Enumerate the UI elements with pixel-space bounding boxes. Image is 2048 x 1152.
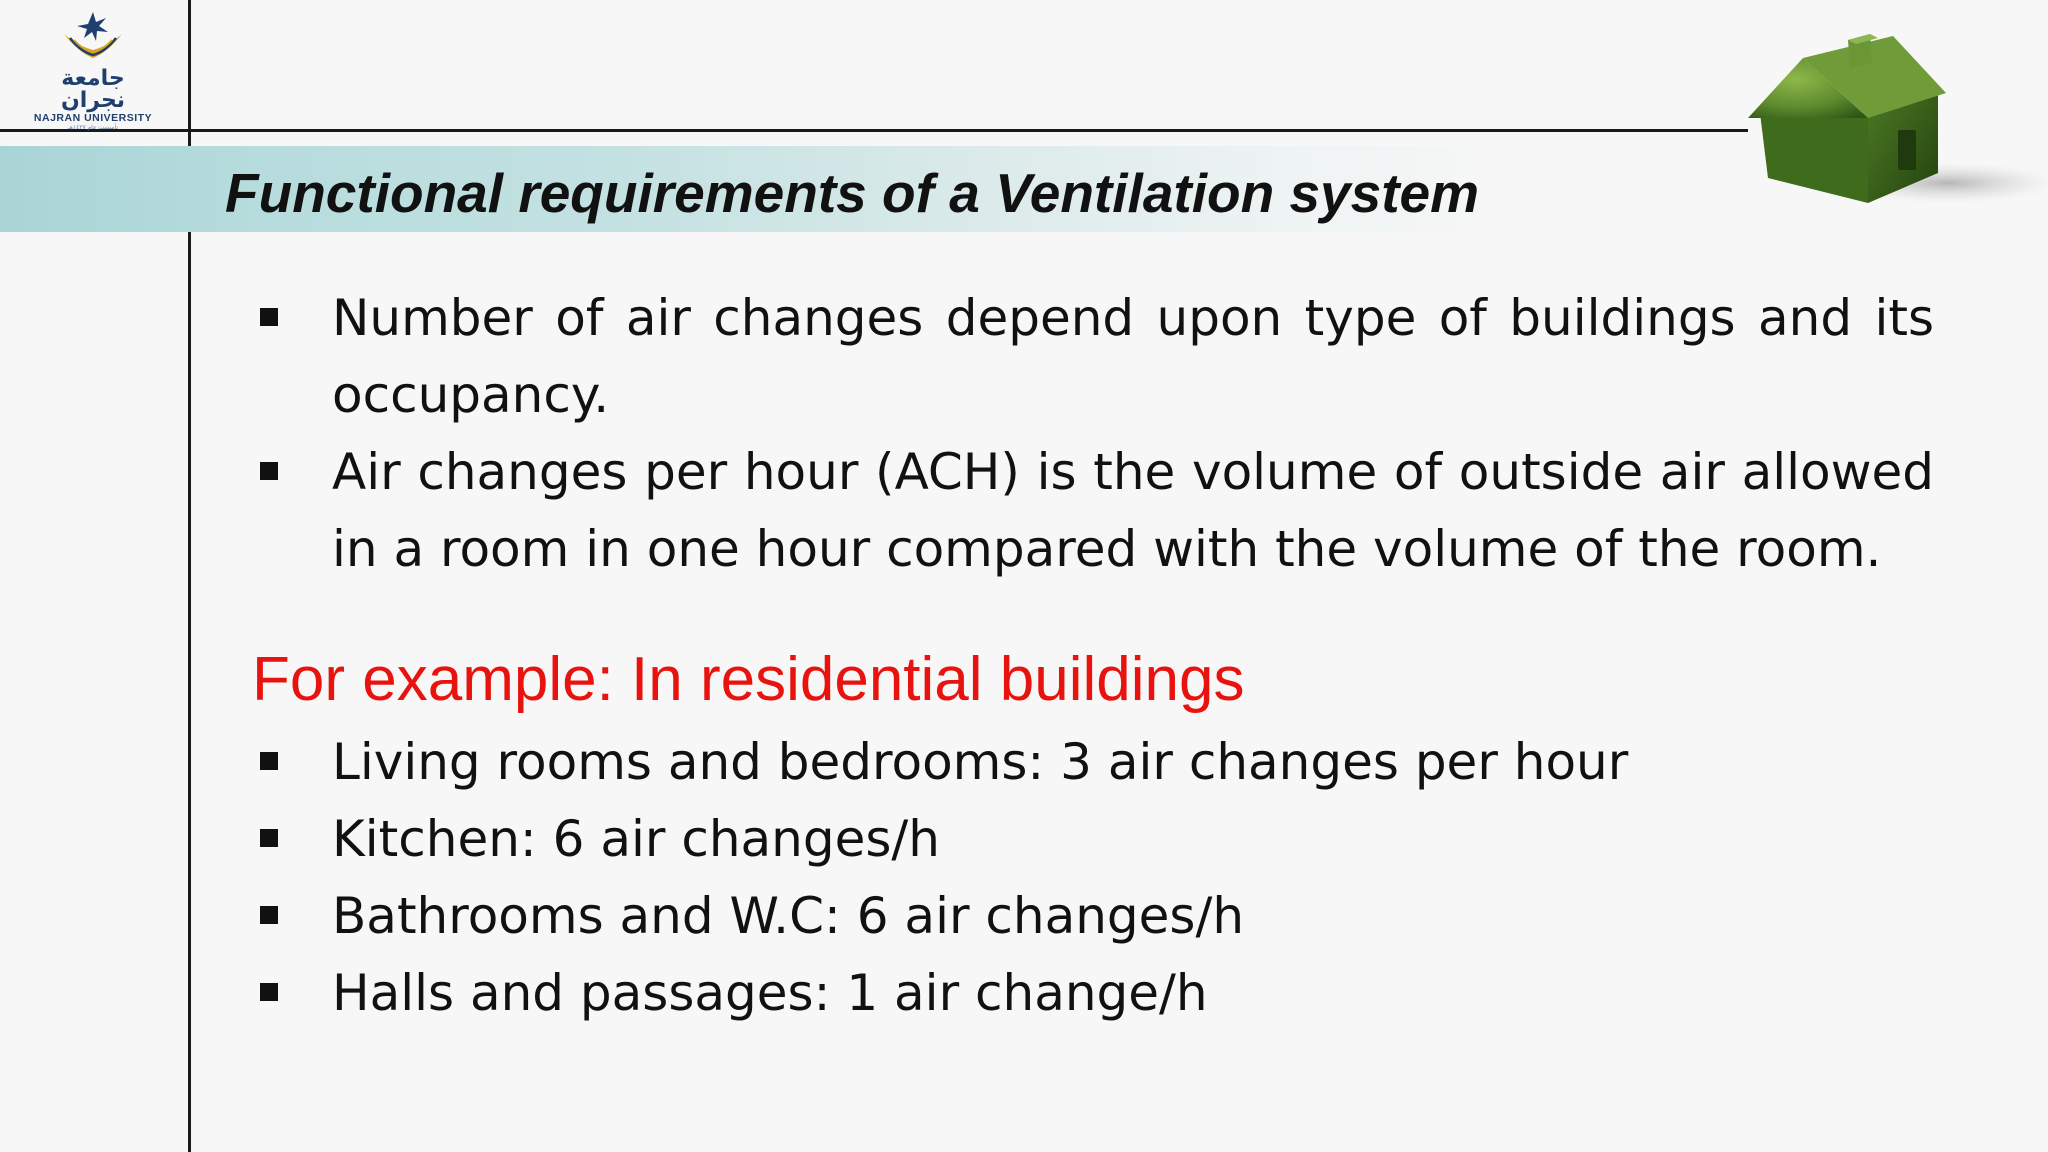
slide-title: Functional requirements of a Ventilation system — [225, 162, 1480, 224]
example-item — [252, 878, 1934, 955]
square-bullet-icon — [260, 462, 278, 480]
bullet-text: Number of air changes depend upon type of buildings and its occupancy. — [332, 289, 1934, 424]
bullet-text: Air changes per hour (ACH) is the volume of outside air allowed in a room in one hour compared with the volume of the room. — [332, 443, 1934, 578]
bullet-item — [252, 280, 1934, 434]
square-bullet-icon — [260, 752, 278, 770]
bullet-item — [252, 434, 1934, 588]
square-bullet-icon — [260, 906, 278, 924]
example-text: Living rooms and bedrooms: 3 air changes per hour — [332, 733, 1629, 791]
example-item — [252, 801, 1934, 878]
logo-subtitle: تأسست عام ١٤٢٧هـ — [67, 125, 119, 131]
example-item — [252, 724, 1934, 801]
example-heading: For example: In residential buildings — [252, 645, 1245, 714]
example-text: Kitchen: 6 air changes/h — [332, 810, 940, 868]
square-bullet-icon — [260, 829, 278, 847]
square-bullet-icon — [260, 308, 278, 326]
slide-content — [252, 280, 1934, 1032]
logo-english-name: NAJRAN UNIVERSITY — [33, 112, 153, 124]
example-text: Halls and passages: 1 air change/h — [332, 964, 1208, 1022]
bullet-list — [252, 280, 1934, 588]
najran-logo-icon — [58, 8, 128, 66]
example-text: Bathrooms and W.C: 6 air changes/h — [332, 887, 1245, 945]
header-divider — [0, 129, 1748, 132]
example-list — [252, 724, 1934, 1032]
university-logo — [28, 8, 158, 131]
example-item — [252, 955, 1934, 1032]
square-bullet-icon — [260, 983, 278, 1001]
green-house-icon — [1748, 18, 2048, 218]
logo-arabic-name: جامعة نجران — [60, 66, 126, 113]
